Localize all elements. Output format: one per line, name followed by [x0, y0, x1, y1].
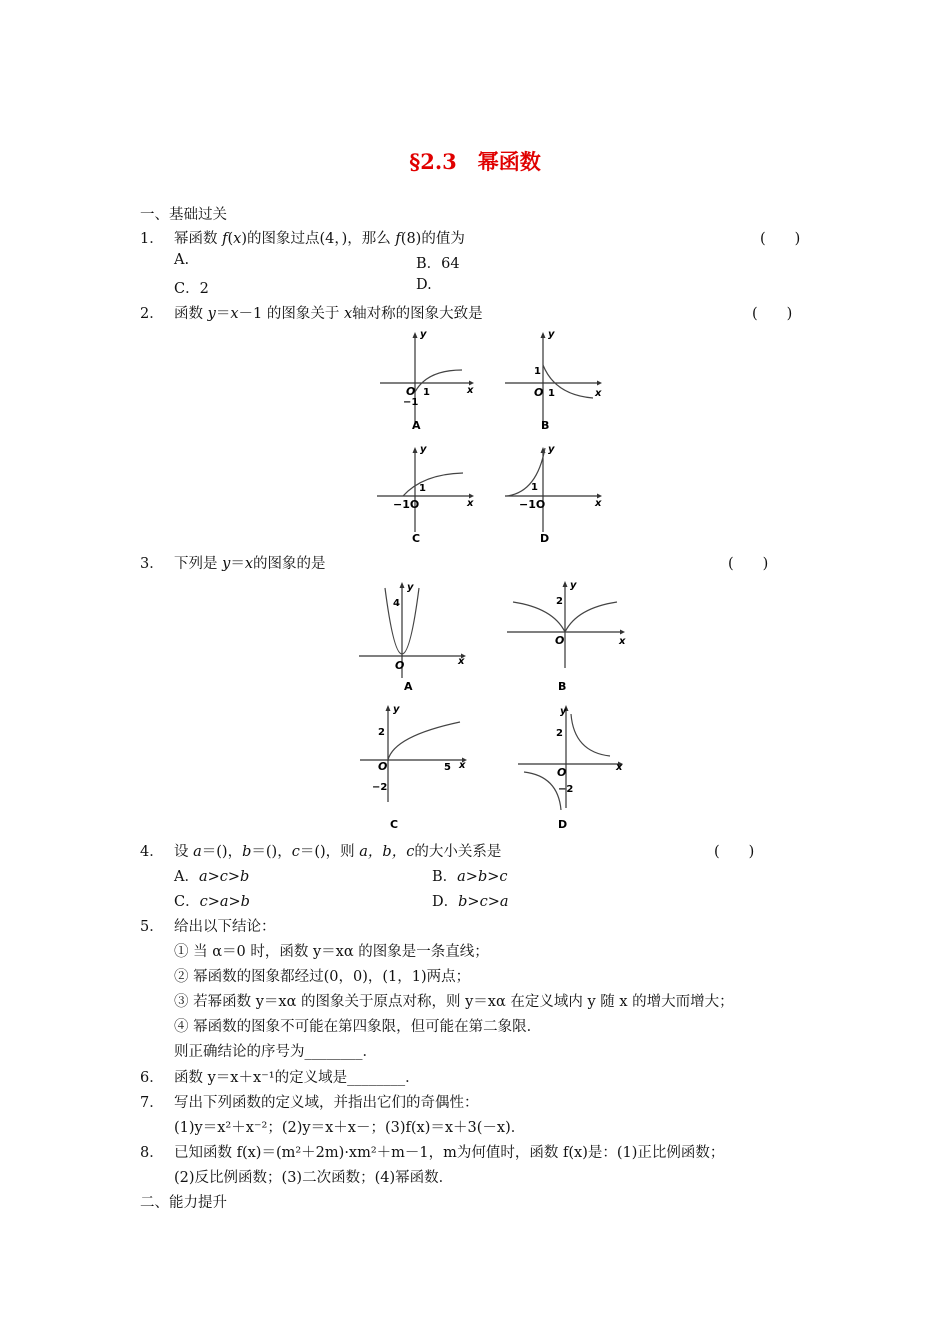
tick-label: 2 [556, 728, 563, 739]
x-axis-label: x [619, 636, 626, 647]
graph-label: A [404, 680, 413, 693]
x-axis-label: x [458, 656, 465, 667]
origin-label: O [378, 760, 388, 773]
q5-statement-2: ② 幂函数的图象都经过(0，0)，(1，1)两点； [174, 969, 471, 985]
x-axis-label: x [467, 385, 474, 396]
x-axis-label: x [595, 498, 602, 509]
q4-option-b: B．a>b>c [432, 869, 508, 885]
q4-option-c: C．c>a>b [174, 894, 250, 910]
q1-option-c: C．2 [174, 281, 209, 297]
q1-option-a: A. [174, 252, 190, 268]
graph-label: B [558, 680, 567, 693]
origin-label: O [557, 766, 567, 779]
y-axis-label: y [548, 329, 555, 340]
q4-option-a: A．a>c>b [174, 869, 250, 885]
tick-label: −2 [372, 782, 388, 793]
origin-label: O [555, 634, 565, 647]
q5-statement-1: ① 当 α＝0 时，函数 y＝xα 的图象是一条直线； [174, 944, 489, 960]
graph-q2-b [503, 325, 608, 435]
graph-label: C [412, 532, 421, 545]
page-title: §2.3 幂函数 [409, 149, 541, 174]
graph-q2-a [375, 325, 480, 435]
graph-label: A [412, 419, 421, 432]
section-heading-basic: 一、基础过关 [140, 207, 227, 223]
tick-label: 1 [531, 482, 538, 493]
q5-statement-4: ④ 幂函数的图象不可能在第四象限，但可能在第二象限． [174, 1019, 542, 1035]
origin-label: O [534, 386, 544, 399]
answer-bracket-2: ( ) [752, 306, 793, 322]
tick-label: 2 [378, 727, 385, 738]
question-7-subparts: (1)y＝x²＋x⁻²；(2)y＝x＋x－；(3)f(x)＝x＋3(－x)． [174, 1120, 526, 1136]
graph-label: D [558, 818, 568, 831]
answer-bracket-4: ( ) [714, 844, 755, 860]
graph-q2-c [375, 440, 480, 548]
tick-label: 4 [393, 598, 400, 609]
tick-label: 2 [556, 596, 563, 607]
question-6-stem: 函数 y＝x＋x⁻¹的定义域是________． [174, 1070, 420, 1086]
question-2-number: 2． [140, 306, 164, 322]
answer-bracket-1: ( ) [760, 231, 801, 247]
y-axis-label: y [393, 704, 400, 715]
tick-label: 1 [423, 387, 430, 398]
y-axis-label: y [420, 444, 427, 455]
origin-label: −1O [393, 498, 420, 511]
tick-label: 5 [444, 762, 451, 773]
graph-label: D [540, 532, 550, 545]
question-4-stem: 设 a＝()，b＝()，c＝()，则 a，b，c的大小关系是 [174, 844, 502, 860]
q1-option-b: B．64 [416, 256, 460, 272]
tick-label: −2 [558, 784, 574, 795]
question-7-number: 7． [140, 1095, 164, 1111]
q4-option-d: D．b>c>a [432, 894, 509, 910]
question-8-subparts: (2)反比例函数；(3)二次函数；(4)幂函数． [174, 1170, 454, 1186]
question-5-intro: 给出以下结论： [174, 919, 276, 935]
graph-q3-d [516, 700, 631, 832]
y-axis-label: y [560, 706, 567, 717]
tick-label: −1 [403, 397, 419, 408]
y-axis-label: y [548, 444, 555, 455]
question-3-stem: 下列是 y＝x的图象的是 [174, 556, 326, 572]
x-axis-label: x [595, 388, 602, 399]
origin-label: −1O [519, 498, 546, 511]
graph-q3-b [505, 578, 630, 695]
graph-label: B [541, 419, 550, 432]
question-2-stem: 函数 y＝x－1 的图象关于 x轴对称的图象大致是 [174, 306, 483, 322]
question-6-number: 6． [140, 1070, 164, 1086]
question-8-number: 8． [140, 1145, 164, 1161]
question-7-stem: 写出下列函数的定义域，并指出它们的奇偶性： [174, 1095, 479, 1111]
graph-q3-c [358, 700, 473, 832]
q1-option-d: D. [416, 277, 432, 293]
origin-label: O [395, 659, 405, 672]
tick-label: 1 [548, 388, 555, 399]
question-3-number: 3． [140, 556, 164, 572]
y-axis-label: y [570, 580, 577, 591]
question-5-number: 5． [140, 919, 164, 935]
answer-bracket-3: ( ) [728, 556, 769, 572]
x-axis-label: x [459, 760, 466, 771]
y-axis-label: y [407, 582, 414, 593]
y-axis-label: y [420, 329, 427, 340]
q5-statement-3: ③ 若幂函数 y＝xα 的图象关于原点对称，则 y＝xα 在定义域内 y 随 x 的增大而增大； [174, 994, 734, 1010]
tick-label: 1 [534, 366, 541, 377]
x-axis-label: x [616, 762, 623, 773]
section-heading-advanced: 二、能力提升 [140, 1195, 227, 1211]
question-8-stem: 已知函数 f(x)＝(m²＋2m)·xm²＋m－1，m为何值时，函数 f(x)是：(1)正比例函数； [174, 1145, 725, 1161]
q5-answer-prompt: 则正确结论的序号为________． [174, 1044, 377, 1060]
question-1-number: 1． [140, 231, 164, 247]
graph-q2-d [503, 440, 608, 548]
graph-q3-a [357, 580, 472, 695]
x-axis-label: x [467, 498, 474, 509]
question-1-stem: 幂函数 f(x)的图象过点(4，)，那么 f(8)的值为 [174, 231, 465, 247]
origin-label: O [406, 385, 416, 398]
question-4-number: 4． [140, 844, 164, 860]
graph-label: C [390, 818, 399, 831]
tick-label: 1 [419, 483, 426, 494]
